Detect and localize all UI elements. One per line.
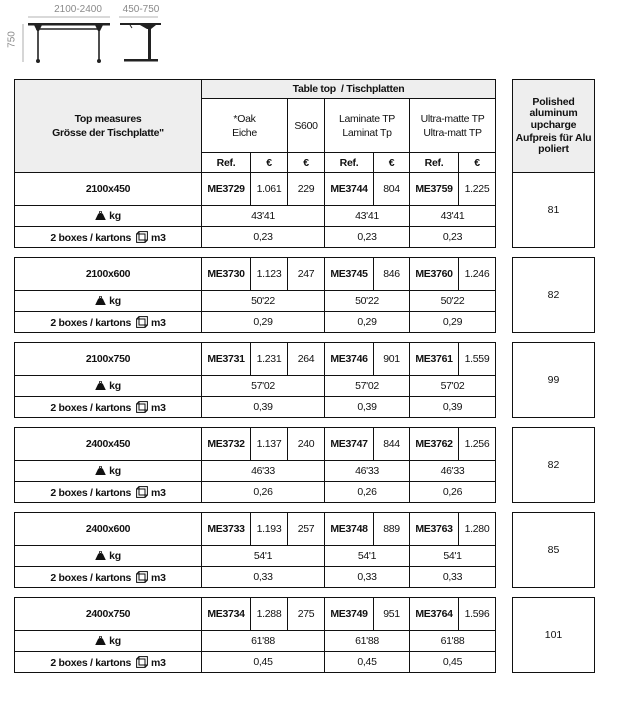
volume-oak: 0,45 xyxy=(202,652,325,673)
weight-oak: 50'22 xyxy=(202,291,325,312)
oak-price: 1.137 xyxy=(251,428,288,461)
price-row xyxy=(15,513,496,546)
weight-laminate: 50'22 xyxy=(325,291,410,312)
kg-unit: kg xyxy=(109,635,121,647)
volume-row xyxy=(15,482,496,503)
top-measures-en: Top measures xyxy=(74,113,142,125)
oak-price: 1.288 xyxy=(251,598,288,631)
weight-row xyxy=(15,461,496,482)
volume-ultramatte: 0,29 xyxy=(410,312,496,333)
weight-row xyxy=(15,376,496,397)
volume-row xyxy=(15,397,496,418)
weight-label xyxy=(15,461,202,482)
volume-laminate: 0,23 xyxy=(325,227,410,248)
side-title-line: Polished xyxy=(532,96,575,108)
volume-laminate: 0,26 xyxy=(325,482,410,503)
col-price: € xyxy=(374,153,410,173)
volume-label xyxy=(15,652,202,673)
col-ref: Ref. xyxy=(410,153,459,173)
weight-ultramatte: 57'02 xyxy=(410,376,496,397)
volume-label xyxy=(15,567,202,588)
s600-price: 264 xyxy=(288,343,325,376)
laminate-ref: ME3744 xyxy=(325,173,374,206)
price-row xyxy=(15,343,496,376)
volume-ultramatte: 0,39 xyxy=(410,397,496,418)
m3-unit: m3 xyxy=(151,486,166,499)
ultramatte-price: 1.280 xyxy=(459,513,496,546)
laminate-price: 889 xyxy=(374,513,410,546)
finish-ultramatte xyxy=(410,99,496,153)
weight-icon xyxy=(95,296,106,305)
size-block xyxy=(14,427,496,503)
weight-label xyxy=(15,546,202,567)
box-icon xyxy=(136,656,148,668)
polished-aluminum-header xyxy=(512,79,595,173)
volume-ultramatte: 0,23 xyxy=(410,227,496,248)
ultramatte-ref: ME3761 xyxy=(410,343,459,376)
kg-unit: kg xyxy=(109,210,121,222)
side-title-line: poliert xyxy=(538,143,569,155)
laminate-ref: ME3749 xyxy=(325,598,374,631)
finish-ultramatte-line1: Ultra-matte TP xyxy=(420,112,485,125)
boxes-label: 2 boxes / kartons xyxy=(50,401,132,414)
box-icon xyxy=(136,571,148,583)
kg-unit: kg xyxy=(109,295,121,307)
oak-ref: ME3731 xyxy=(202,343,251,376)
price-row xyxy=(15,173,496,206)
side-title-line: Aufpreis für Alu xyxy=(515,132,592,144)
box-icon xyxy=(136,486,148,498)
kg-unit: kg xyxy=(109,380,121,392)
laminate-price: 844 xyxy=(374,428,410,461)
finish-oak-line2: Eiche xyxy=(232,126,257,139)
weight-row xyxy=(15,546,496,567)
m3-unit: m3 xyxy=(151,571,166,584)
finish-laminate xyxy=(325,99,410,153)
price-row xyxy=(15,598,496,631)
weight-laminate: 57'02 xyxy=(325,376,410,397)
height-dimension: 750 xyxy=(6,31,18,48)
volume-laminate: 0,33 xyxy=(325,567,410,588)
volume-label xyxy=(15,397,202,418)
laminate-price: 846 xyxy=(374,258,410,291)
weight-label xyxy=(15,376,202,397)
size-block xyxy=(14,342,496,418)
boxes-label: 2 boxes / kartons xyxy=(50,316,132,329)
depth-dimension: 450-750 xyxy=(122,4,160,15)
size-block xyxy=(14,597,496,673)
laminate-ref: ME3745 xyxy=(325,258,374,291)
weight-ultramatte: 61'88 xyxy=(410,631,496,652)
weight-label xyxy=(15,206,202,227)
price-row xyxy=(15,428,496,461)
s600-price: 257 xyxy=(288,513,325,546)
box-icon xyxy=(136,231,148,243)
table-dimension-drawing xyxy=(0,0,170,70)
ultramatte-ref: ME3763 xyxy=(410,513,459,546)
weight-ultramatte: 50'22 xyxy=(410,291,496,312)
m3-unit: m3 xyxy=(151,316,166,329)
finish-ultramatte-line2: Ultra-matt TP xyxy=(423,126,482,139)
ultramatte-price: 1.256 xyxy=(459,428,496,461)
m3-unit: m3 xyxy=(151,656,166,669)
volume-laminate: 0,39 xyxy=(325,397,410,418)
volume-ultramatte: 0,26 xyxy=(410,482,496,503)
col-price: € xyxy=(459,153,496,173)
laminate-ref: ME3746 xyxy=(325,343,374,376)
weight-row xyxy=(15,206,496,227)
laminate-ref: ME3748 xyxy=(325,513,374,546)
volume-oak: 0,29 xyxy=(202,312,325,333)
volume-row xyxy=(15,227,496,248)
volume-oak: 0,23 xyxy=(202,227,325,248)
finish-oak xyxy=(202,99,288,153)
upcharge-value: 101 xyxy=(512,597,595,673)
box-icon xyxy=(136,401,148,413)
m3-unit: m3 xyxy=(151,401,166,414)
size-label: 2400x750 xyxy=(15,598,202,631)
size-label: 2100x750 xyxy=(15,343,202,376)
laminate-price: 901 xyxy=(374,343,410,376)
volume-row xyxy=(15,567,496,588)
top-measures-header xyxy=(15,80,202,173)
weight-laminate: 46'33 xyxy=(325,461,410,482)
price-row xyxy=(15,258,496,291)
volume-ultramatte: 0,45 xyxy=(410,652,496,673)
boxes-label: 2 boxes / kartons xyxy=(50,231,132,244)
weight-ultramatte: 46'33 xyxy=(410,461,496,482)
oak-price: 1.123 xyxy=(251,258,288,291)
boxes-label: 2 boxes / kartons xyxy=(50,656,132,669)
weight-icon xyxy=(95,636,106,645)
size-block xyxy=(14,172,496,248)
ultramatte-price: 1.225 xyxy=(459,173,496,206)
laminate-price: 804 xyxy=(374,173,410,206)
weight-oak: 46'33 xyxy=(202,461,325,482)
top-measures-de: Grösse der Tischplatte" xyxy=(52,127,164,139)
boxes-label: 2 boxes / kartons xyxy=(50,486,132,499)
kg-unit: kg xyxy=(109,550,121,562)
ultramatte-price: 1.559 xyxy=(459,343,496,376)
weight-icon xyxy=(95,381,106,390)
weight-laminate: 61'88 xyxy=(325,631,410,652)
oak-ref: ME3734 xyxy=(202,598,251,631)
upcharge-value: 81 xyxy=(512,172,595,248)
finish-s600: S600 xyxy=(288,99,325,153)
weight-ultramatte: 43'41 xyxy=(410,206,496,227)
finish-oak-line1: *Oak xyxy=(233,112,256,125)
size-block xyxy=(14,257,496,333)
volume-oak: 0,26 xyxy=(202,482,325,503)
weight-laminate: 43'41 xyxy=(325,206,410,227)
header-table xyxy=(14,79,496,173)
size-block xyxy=(14,512,496,588)
size-label: 2100x450 xyxy=(15,173,202,206)
boxes-label: 2 boxes / kartons xyxy=(50,571,132,584)
side-title-line: upcharge xyxy=(530,119,577,131)
weight-oak: 61'88 xyxy=(202,631,325,652)
oak-price: 1.061 xyxy=(251,173,288,206)
weight-label xyxy=(15,631,202,652)
weight-oak: 43'41 xyxy=(202,206,325,227)
volume-label xyxy=(15,312,202,333)
upcharge-value: 82 xyxy=(512,427,595,503)
upcharge-value: 82 xyxy=(512,257,595,333)
oak-ref: ME3733 xyxy=(202,513,251,546)
volume-laminate: 0,29 xyxy=(325,312,410,333)
ultramatte-ref: ME3759 xyxy=(410,173,459,206)
finish-laminate-line1: Laminate TP xyxy=(338,112,396,125)
box-icon xyxy=(136,316,148,328)
ultramatte-ref: ME3762 xyxy=(410,428,459,461)
s600-price: 229 xyxy=(288,173,325,206)
s600-price: 247 xyxy=(288,258,325,291)
volume-oak: 0,33 xyxy=(202,567,325,588)
col-price: € xyxy=(251,153,288,173)
weight-icon xyxy=(95,551,106,560)
length-dimension: 2100-2400 xyxy=(54,4,102,15)
volume-oak: 0,39 xyxy=(202,397,325,418)
upcharge-value: 99 xyxy=(512,342,595,418)
finish-laminate-line2: Laminat Tp xyxy=(342,126,392,139)
s600-price: 240 xyxy=(288,428,325,461)
s600-price: 275 xyxy=(288,598,325,631)
weight-icon xyxy=(95,211,106,220)
weight-oak: 54'1 xyxy=(202,546,325,567)
laminate-ref: ME3747 xyxy=(325,428,374,461)
weight-row xyxy=(15,291,496,312)
weight-ultramatte: 54'1 xyxy=(410,546,496,567)
kg-unit: kg xyxy=(109,465,121,477)
oak-ref: ME3730 xyxy=(202,258,251,291)
col-price: € xyxy=(288,153,325,173)
weight-row xyxy=(15,631,496,652)
ultramatte-price: 1.246 xyxy=(459,258,496,291)
weight-icon xyxy=(95,466,106,475)
volume-ultramatte: 0,33 xyxy=(410,567,496,588)
ultramatte-ref: ME3764 xyxy=(410,598,459,631)
volume-row xyxy=(15,312,496,333)
size-label: 2400x600 xyxy=(15,513,202,546)
oak-price: 1.231 xyxy=(251,343,288,376)
weight-laminate: 54'1 xyxy=(325,546,410,567)
volume-label xyxy=(15,227,202,248)
col-ref: Ref. xyxy=(325,153,374,173)
size-label: 2100x600 xyxy=(15,258,202,291)
table-top-title: Table top / Tischplatten xyxy=(202,80,496,99)
oak-price: 1.193 xyxy=(251,513,288,546)
col-ref: Ref. xyxy=(202,153,251,173)
ultramatte-price: 1.596 xyxy=(459,598,496,631)
oak-ref: ME3729 xyxy=(202,173,251,206)
volume-laminate: 0,45 xyxy=(325,652,410,673)
ultramatte-ref: ME3760 xyxy=(410,258,459,291)
m3-unit: m3 xyxy=(151,231,166,244)
weight-label xyxy=(15,291,202,312)
side-title-line: aluminum xyxy=(529,107,578,119)
volume-row xyxy=(15,652,496,673)
laminate-price: 951 xyxy=(374,598,410,631)
weight-oak: 57'02 xyxy=(202,376,325,397)
size-label: 2400x450 xyxy=(15,428,202,461)
volume-label xyxy=(15,482,202,503)
oak-ref: ME3732 xyxy=(202,428,251,461)
upcharge-value: 85 xyxy=(512,512,595,588)
